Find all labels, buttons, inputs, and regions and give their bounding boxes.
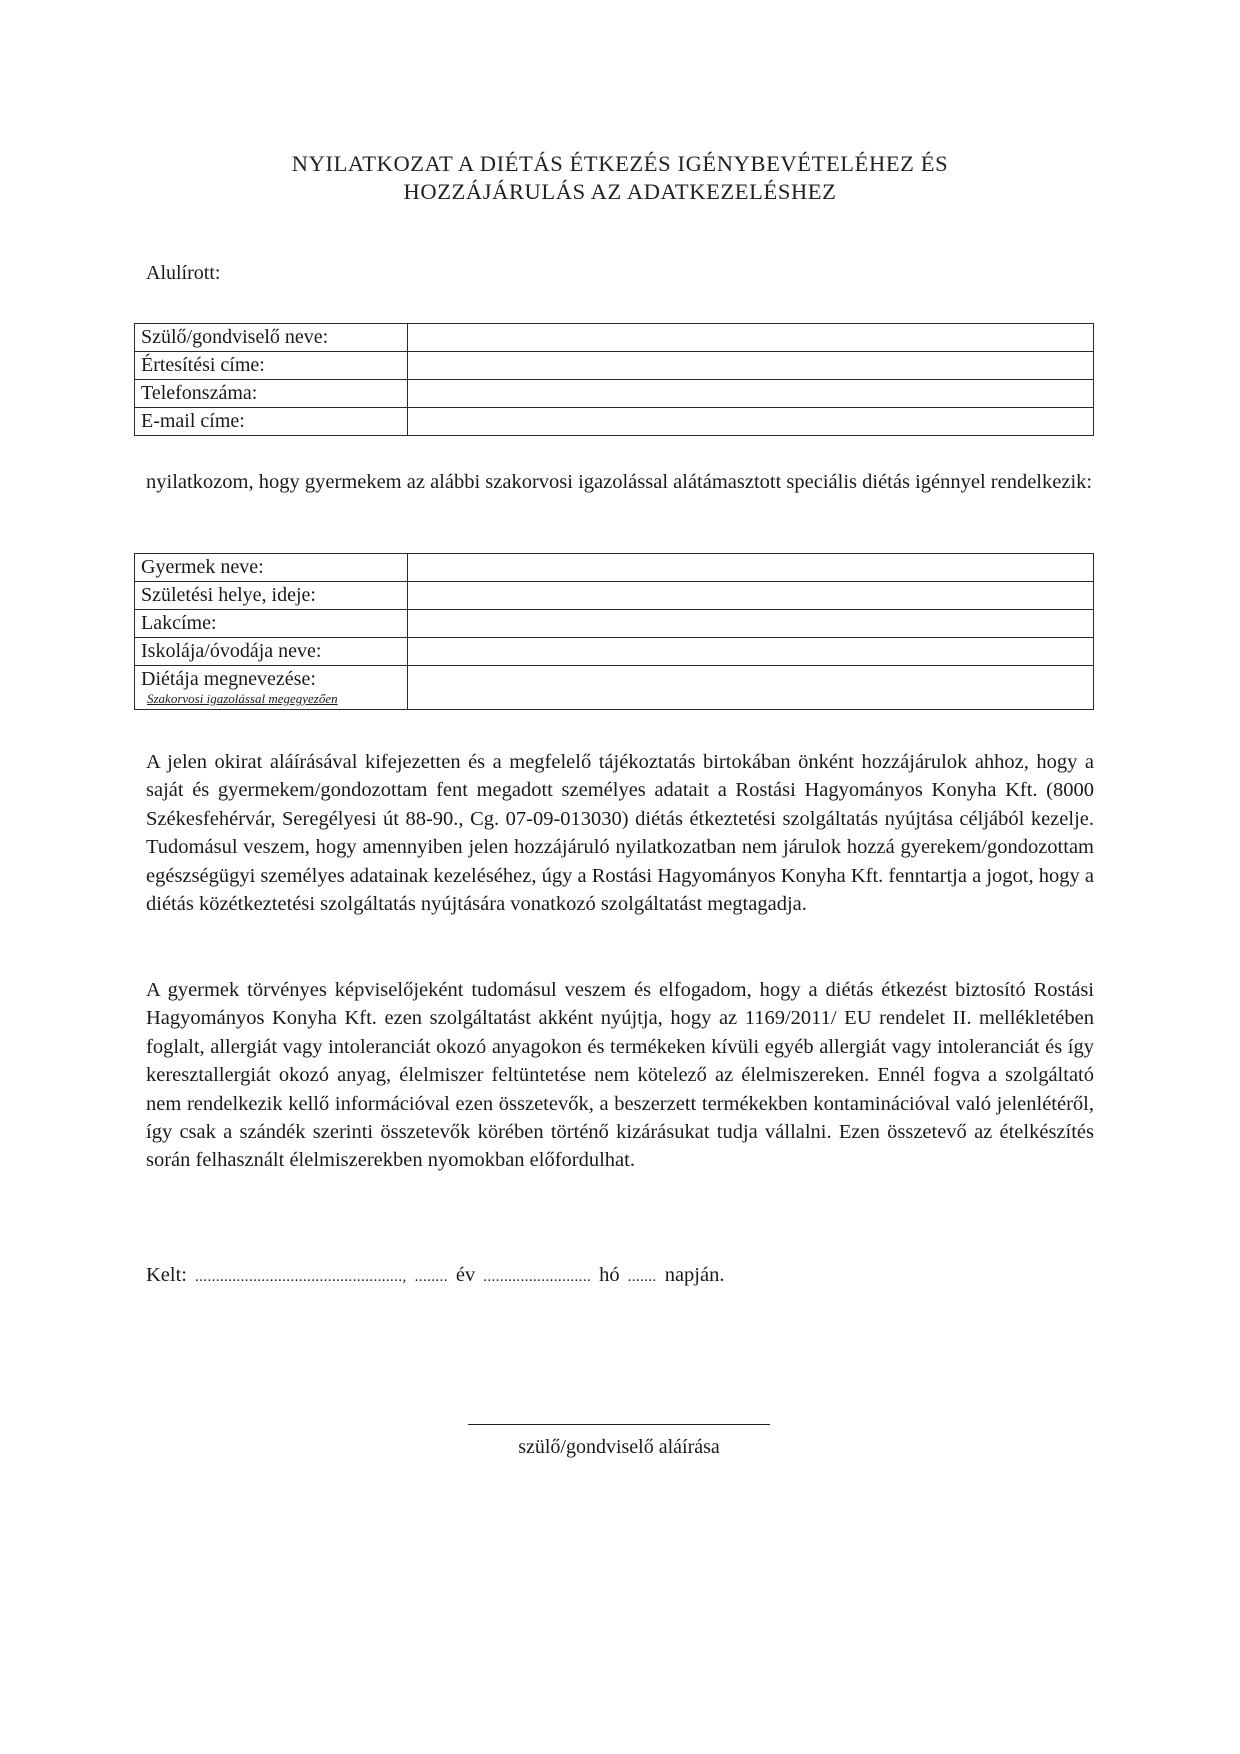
phone-cell [408,380,1094,408]
phone-label: Telefonszáma: [135,380,408,408]
school-name-field[interactable] [408,638,1093,665]
school-name-cell [408,638,1094,666]
statement-text: nyilatkozom, hogy gyermekem az alábbi szakorvosi igazolással alátámasztott speciális diétás igénnyel rendelkezik: [146,471,1093,493]
table-row [135,324,1094,352]
school-name-label: Iskolája/óvodája neve: [135,638,408,666]
child-name-field[interactable] [408,554,1093,581]
year-dots[interactable]: ........ [414,1269,448,1285]
diet-name-label: Diétája megnevezése: [141,668,316,690]
birth-place-date-label: Születési helye, ideje: [135,582,408,610]
diet-name-cell [408,666,1094,710]
email-field[interactable] [408,408,1093,435]
email-label: E-mail címe: [135,408,408,436]
signature-label: szülő/gondviselő aláírása [518,1436,720,1458]
table-row [135,610,1094,638]
month-dots[interactable]: .......................... [483,1269,592,1285]
table-row [135,554,1094,582]
consent-paragraph: A jelen okirat aláírásával kifejezetten és a megfelelő tájékoztatás birtokában önként hozzájárulok ahhoz, hogy a saját és gyermekem/gondozottam fent megadott személyes adatait a Rostási Hagyományos Konyha Kft. (8000 Székesfehérvár, Seregélyesi út 88-90., Cg. 07-09-013030) diétás étkeztetési szolgáltatás nyújtása céljából kezelje. Tudomásul veszem, hogy amennyiben jelen hozzájáruló nyilatkozatban nem járulok hozzá gyerekem/gondozottam egészségügyi személyes adatainak kezeléséhez, úgy a Rostási Hagyományos Konyha Kft. fenntartja a jogot, hogy a diétás közétkeztetési szolgáltatás nyújtására vonatkozó szolgáltatást megtagadja. [146,751,1094,916]
phone-field[interactable] [408,380,1093,407]
birth-place-date-field[interactable] [408,582,1093,609]
year-word: év [455,1264,476,1286]
notification-address-label: Értesítési címe: [135,352,408,380]
month-word: hó [599,1264,620,1286]
table-row [135,352,1094,380]
home-address-cell [408,610,1094,638]
email-cell [408,408,1094,436]
diet-name-field[interactable] [408,666,1093,709]
date-prefix: Kelt: [146,1264,187,1286]
allergen-paragraph: A gyermek törvényes képviselőjeként tudomásul veszem és elfogadom, hogy a diétás étkezést biztosító Rostási Hagyományos Konyha Kft. ezen szolgáltatást akként nyújtja, hogy az 1169/2011/ EU rendelet II. mellékletében foglalt, allergiát vagy intoleranciát okozó anyagokon és termékeken kívüli egyéb allergiát vagy intoleranciát és így keresztallergiát okozó anyag, élelmiszer feltüntetése nem kötelező az élelmiszereken. Ennél fogva a szolgáltató nem rendelkezik kellő információval ezen összetevők, a beszerzett termékekben kontaminációval való jelenlétéről, így csak a szándék szerinti összetevők körében történő kizárásukat tudja vállalni. Ezen összetevő az ételkészítés során felhasznált élelmiszerekben nyomokban előfordulhat. [146,979,1094,1172]
child-details-table [134,553,1094,710]
home-address-label: Lakcíme: [135,610,408,638]
table-row [135,638,1094,666]
diet-name-sublabel: Szakorvosi igazolással megegyezően [147,691,338,706]
day-word: napján. [664,1264,725,1286]
diet-name-label-cell [135,666,408,710]
child-name-cell [408,554,1094,582]
table-row [135,408,1094,436]
parent-name-label: Szülő/gondviselő neve: [135,324,408,352]
day-dots[interactable]: ....... [627,1269,657,1285]
table-row [135,666,1094,710]
intro-text: Alulírott: [146,262,221,284]
notification-address-cell [408,352,1094,380]
birth-place-date-cell [408,582,1094,610]
signature-line[interactable] [468,1424,770,1425]
title-line-2: HOZZÁJÁRULÁS AZ ADATKEZELÉSHEZ [403,179,837,204]
document-title [140,150,1100,206]
place-dots[interactable]: .................................................., [195,1269,407,1285]
parent-details-table [134,323,1094,436]
home-address-field[interactable] [408,610,1093,637]
table-row [135,582,1094,610]
date-line [146,1264,732,1287]
parent-name-cell [408,324,1094,352]
title-line-1: NYILATKOZAT A DIÉTÁS ÉTKEZÉS IGÉNYBEVÉTELÉHEZ ÉS [291,151,949,176]
notification-address-field[interactable] [408,352,1093,379]
parent-name-field[interactable] [408,324,1093,351]
child-name-label: Gyermek neve: [135,554,408,582]
table-row [135,380,1094,408]
